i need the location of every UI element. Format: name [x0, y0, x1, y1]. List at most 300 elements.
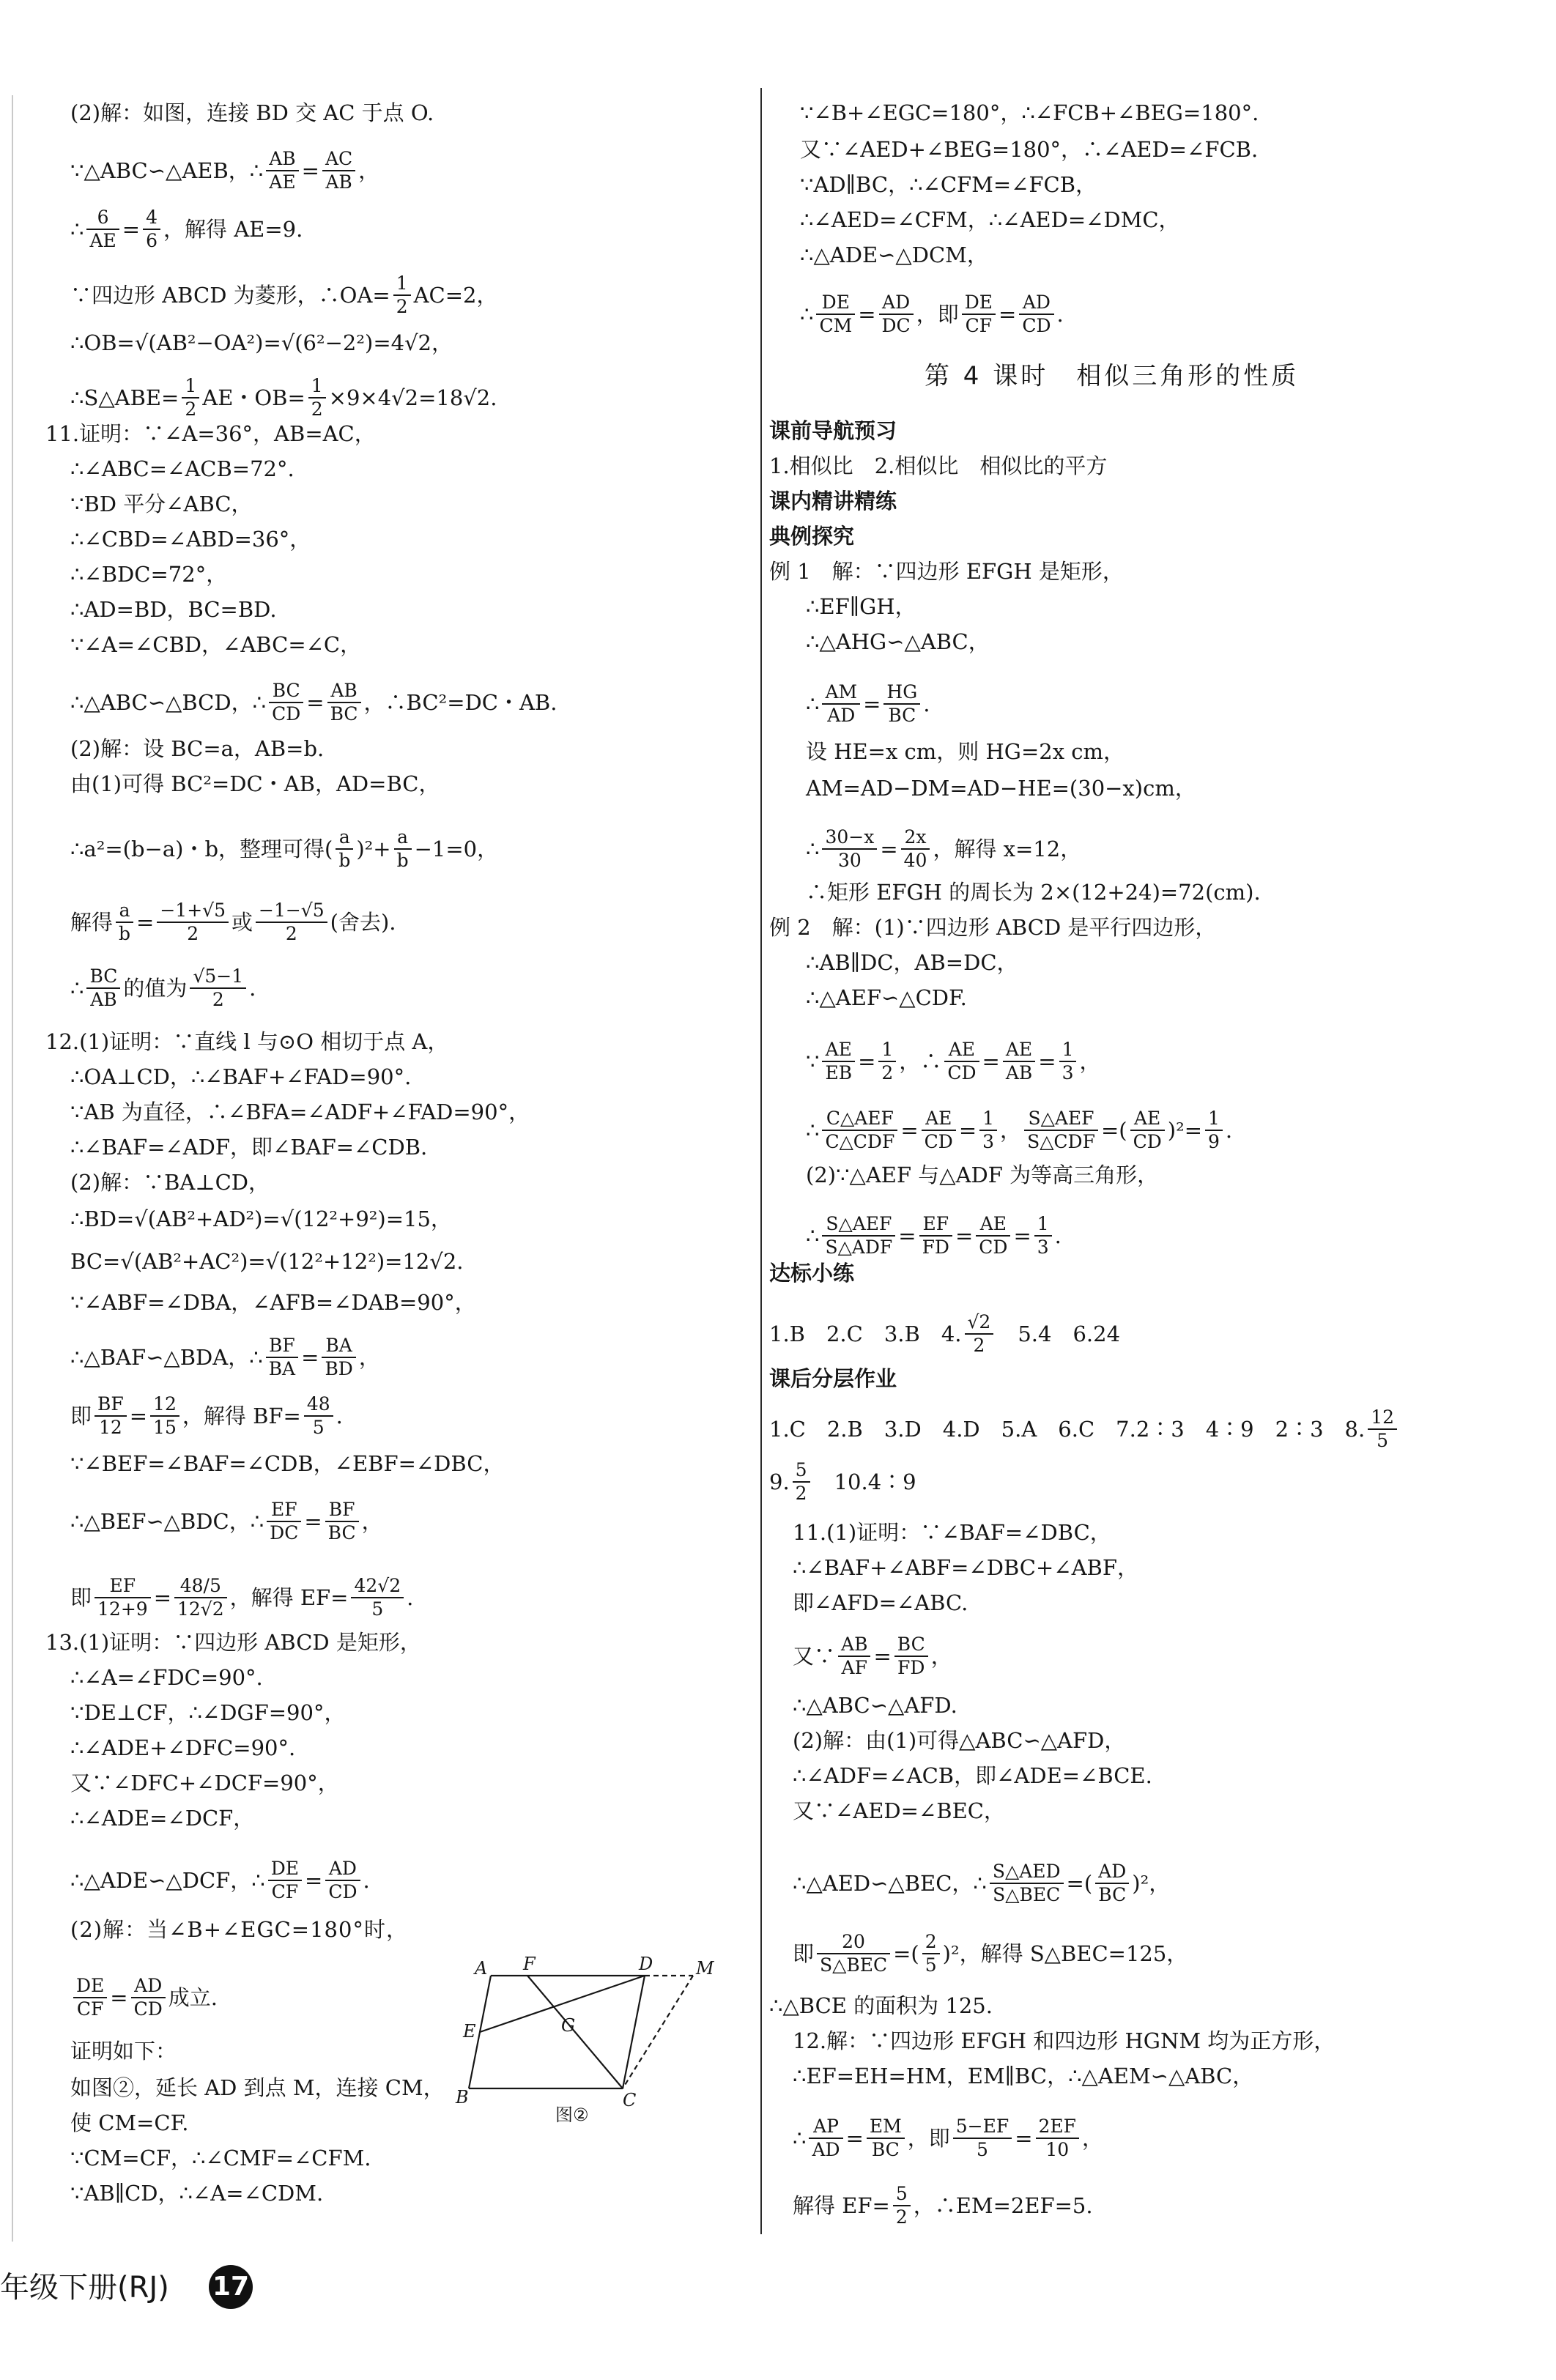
right-line-1: [800, 133, 1258, 164]
line-text: ∴△AED∽△BEC，∴: [793, 1871, 987, 1896]
fraction: [157, 900, 229, 945]
line-text: ∴BD=√(AB²+AD²)=√(12²+9²)=15，: [70, 1206, 452, 1231]
fraction-denominator: 6: [146, 230, 158, 251]
line-text: ∴a²=(b−a)・b，整理可得(: [70, 837, 333, 861]
line-text: 如图②，延长 AD 到点 M，连接 CM，: [70, 2075, 445, 2100]
fraction-numerator: BF: [266, 1335, 298, 1358]
line-text: 1.B 2.C 3.B 4.: [769, 1321, 962, 1346]
fraction-numerator: −1+√5: [157, 900, 229, 923]
fraction-denominator: CF: [965, 315, 993, 336]
line-operator: =: [153, 1585, 171, 1610]
line-text: ∴△BCE 的面积为 125.: [769, 1993, 993, 2018]
fraction-denominator: 3: [1062, 1062, 1074, 1083]
left-line-35: [70, 1732, 295, 1762]
line-operator: )²=: [1167, 1118, 1202, 1143]
right-line-17: [806, 826, 1081, 872]
fraction-numerator: S△AEF: [822, 1213, 895, 1237]
fraction-denominator: 5: [977, 2139, 988, 2160]
fraction-numerator: 12: [150, 1393, 179, 1417]
right-line-28: [769, 1363, 897, 1393]
fraction-denominator: DC: [270, 1522, 299, 1543]
right-line-9: [769, 485, 897, 516]
fraction-numerator: DE: [73, 1975, 107, 1998]
fraction-denominator: 5: [925, 1954, 937, 1976]
fraction: [325, 1499, 359, 1544]
line-tail: 10.4∶9: [812, 1469, 916, 1494]
line-text: 设 HE=x cm，则 HG=2x cm，: [806, 739, 1125, 764]
fraction-denominator: S△ADF: [825, 1237, 893, 1258]
left-line-32: [45, 1626, 421, 1657]
right-line-10: [769, 520, 854, 551]
fraction-denominator: CF: [76, 1998, 104, 2020]
left-line-16: [70, 826, 498, 872]
fraction-numerator: 48: [304, 1393, 333, 1417]
right-line-8: [769, 450, 1107, 481]
fraction-numerator: AE: [1130, 1108, 1165, 1131]
fraction: [883, 681, 920, 727]
fraction: [325, 1858, 360, 1903]
right-line-13: [806, 626, 990, 656]
fraction-numerator: 2EF: [1036, 2116, 1080, 2139]
fraction: [990, 1861, 1064, 1906]
line-text: ∴∠BAF=∠ADF，即∠BAF=∠CDB.: [70, 1135, 428, 1160]
fraction-denominator: b: [396, 850, 409, 871]
right-line-5: [800, 292, 1064, 337]
fraction-denominator: CD: [133, 1998, 163, 2020]
right-line-12: [806, 590, 916, 621]
line-operator: =: [306, 690, 325, 715]
line-tail: (舍去).: [330, 910, 396, 935]
fraction-numerator: a: [116, 900, 133, 923]
line-text: ∴∠BDC=72°，: [70, 562, 228, 587]
fraction-numerator: AE: [922, 1108, 956, 1131]
fraction: [1095, 1861, 1129, 1906]
fraction: [190, 965, 246, 1011]
left-line-23: [70, 1166, 270, 1197]
fraction-denominator: CD: [1133, 1131, 1162, 1152]
line-text: 又∵∠AED=∠BEC，: [793, 1798, 1005, 1823]
right-line-14: [806, 681, 930, 727]
left-line-34: [70, 1697, 345, 1727]
line-operator: =: [999, 302, 1017, 327]
line-text: ∵BD 平分∠ABC，: [70, 492, 253, 516]
fraction-denominator: FD: [922, 1237, 949, 1258]
fraction-numerator: EM: [867, 2116, 905, 2139]
line-text: 11.证明：∵∠A=36°，AB=AC，: [45, 421, 376, 446]
fraction-denominator: AD: [812, 2139, 840, 2160]
left-line-33: [70, 1661, 263, 1692]
line-text: ∴∠AED=∠CFM，∴∠AED=∠DMC，: [800, 207, 1180, 232]
right-line-2: [800, 168, 1097, 199]
line-text: ∵: [806, 1049, 820, 1074]
line-text: 12.(1)证明：∵直线 l 与⊙O 相切于点 A，: [45, 1029, 449, 1054]
line-operator: ，解得 BF=: [182, 1404, 301, 1428]
fraction-denominator: 12+9: [97, 1598, 148, 1620]
fraction: [922, 1108, 956, 1153]
fraction-denominator: S△BEC: [820, 1954, 888, 1976]
right-line-26: [769, 1257, 854, 1288]
fraction: [327, 680, 361, 725]
line-text: 即∠AFD=∠ABC.: [793, 1590, 968, 1615]
fraction-numerator: 1: [878, 1039, 896, 1062]
line-text: 即: [793, 1941, 815, 1966]
line-operator: =(: [893, 1941, 919, 1966]
fraction-numerator: C△AEF: [822, 1108, 897, 1131]
fraction-denominator: 3: [982, 1131, 995, 1152]
line-operator: ，: [1000, 1118, 1022, 1143]
line-text: 由(1)可得 BC²=DC・AB，AD=BC，: [70, 771, 440, 796]
line-operator: =: [1038, 1049, 1056, 1074]
fraction-numerator: AD: [325, 1858, 360, 1881]
left-line-9: [70, 523, 311, 554]
fraction-numerator: AB: [327, 680, 361, 703]
right-line-36: [793, 1724, 1125, 1755]
line-text: ∴OA⊥CD，∴∠BAF+∠FAD=90°.: [70, 1064, 412, 1089]
line-operator: =: [129, 1404, 148, 1428]
fraction: [878, 1039, 896, 1084]
fraction-numerator: AC: [322, 148, 355, 171]
right-line-16: [806, 772, 1196, 803]
fraction-numerator: 4: [143, 207, 160, 230]
fraction-denominator: DC: [881, 315, 911, 336]
line-operator: =: [304, 1509, 322, 1534]
fraction: [322, 1335, 355, 1380]
fraction-denominator: 40: [903, 850, 927, 871]
fraction-numerator: AE: [1003, 1039, 1035, 1062]
fraction: [267, 1499, 301, 1544]
line-text: 使 CM=CF.: [70, 2110, 189, 2135]
line-text: ∴△BEF∽△BDC，∴: [70, 1509, 264, 1534]
fraction-numerator: 1: [1034, 1213, 1052, 1237]
fraction: [822, 1039, 855, 1084]
right-line-39: [793, 1861, 1170, 1906]
fraction-numerator: AE: [944, 1039, 979, 1062]
line-text: (2)∵△AEF 与△ADF 为等高三角形，: [806, 1163, 1159, 1187]
right-line-11: [769, 555, 1124, 586]
right-line-24: [806, 1159, 1158, 1190]
fraction: [1130, 1108, 1165, 1153]
geometry-figure-2: [453, 1945, 731, 2128]
line-text: 例 1 解：∵四边形 EFGH 是矩形，: [769, 559, 1124, 584]
fraction: [1036, 2116, 1080, 2161]
line-operator: =: [900, 1118, 919, 1143]
line-text: ∵AB∥CD，∴∠A=∠CDM.: [70, 2181, 324, 2206]
line-operator: =: [958, 1118, 977, 1143]
right-line-29: [769, 1406, 1400, 1452]
line-text: ∵∠BEF=∠BAF=∠CDB，∠EBF=∠DBC，: [70, 1451, 505, 1476]
fraction-numerator: HG: [883, 681, 920, 705]
left-line-1: [70, 148, 379, 193]
fraction-numerator: 2x: [901, 826, 930, 850]
fraction-numerator: AE: [822, 1039, 855, 1062]
line-text: ∴∠CBD=∠ABD=36°，: [70, 527, 311, 552]
fraction-numerator: BC: [894, 1634, 928, 1657]
right-line-30: [769, 1459, 916, 1505]
line-text: (2)解：由(1)可得△ABC∽△AFD，: [793, 1728, 1126, 1753]
fraction-denominator: BA: [268, 1358, 296, 1379]
right-line-25: [806, 1213, 1062, 1258]
fraction: [867, 2116, 905, 2161]
fraction-numerator: AP: [809, 2116, 842, 2139]
fraction-denominator: 30: [837, 850, 862, 871]
line-text: ∴△ADE∽△DCF，∴: [70, 1868, 265, 1893]
fraction-denominator: 12√2: [177, 1598, 224, 1620]
fraction-numerator: AB: [266, 148, 298, 171]
left-line-19: [45, 1026, 448, 1056]
line-text: ∴: [793, 2126, 807, 2151]
right-line-6: [925, 360, 1299, 391]
fraction: [269, 680, 303, 725]
fig-label-c: C: [623, 2090, 637, 2110]
fraction: [793, 1459, 810, 1505]
line-operator: =: [301, 1345, 319, 1370]
line-text: ∵∠A=∠CBD，∠ABC=∠C，: [70, 632, 362, 657]
right-line-15: [806, 735, 1125, 766]
fraction-denominator: AE: [89, 230, 116, 251]
fraction-denominator: CD: [1022, 315, 1051, 336]
line-text: 课后分层作业: [769, 1366, 897, 1391]
line-text: ∵DE⊥CF，∴∠DGF=90°，: [70, 1700, 346, 1725]
fraction: [822, 1213, 895, 1258]
fraction: [922, 1931, 940, 1976]
line-operator: ，即: [907, 2126, 950, 2151]
fraction: [266, 148, 298, 193]
left-line-17: [70, 900, 396, 945]
fig-label-b: B: [456, 2087, 469, 2107]
line-operator: =: [982, 1049, 1000, 1074]
line-text: ∴EF=EH=HM，EM∥BC，∴△AEM∽△ABC，: [793, 2064, 1254, 2088]
fraction-numerator: 1: [182, 375, 199, 398]
fraction-numerator: 1: [1205, 1108, 1223, 1131]
fraction-denominator: S△BEC: [993, 1884, 1061, 1905]
fraction-numerator: BF: [95, 1393, 127, 1417]
fraction: [979, 1108, 997, 1153]
fraction: [879, 292, 914, 337]
fraction-numerator: DE: [962, 292, 996, 315]
fraction-denominator: CF: [271, 1881, 299, 1902]
fraction-numerator: AD: [879, 292, 914, 315]
line-text: ∴OB=√(AB²−OA²)=√(6²−2²)=4√2，: [70, 330, 453, 355]
line-tail: ，解得 AE=9.: [163, 217, 303, 242]
line-text: ∴AB∥DC，AB=DC，: [806, 950, 1018, 975]
fraction-numerator: 2: [922, 1931, 940, 1954]
left-line-18: [70, 965, 256, 1011]
fraction-numerator: AD: [1095, 1861, 1129, 1884]
left-line-28: [70, 1393, 343, 1439]
fraction-numerator: BC: [269, 680, 303, 703]
line-text: ∴△AEF∽△CDF.: [806, 985, 967, 1010]
left-line-22: [70, 1131, 427, 1162]
line-text: 第 4 课时 相似三角形的性质: [925, 361, 1300, 391]
line-tail: .: [336, 1404, 343, 1428]
fraction-numerator: 1: [308, 375, 326, 398]
fraction: [95, 1575, 151, 1620]
fraction-denominator: AD: [827, 705, 856, 726]
fraction-numerator: 12: [1368, 1406, 1397, 1430]
fraction-numerator: 1: [393, 273, 411, 296]
fraction-numerator: S△AED: [990, 1861, 1064, 1884]
line-tail: ，: [1079, 1049, 1101, 1074]
fraction: [131, 1975, 166, 2020]
fraction: [73, 1975, 107, 2020]
fraction-denominator: 5: [312, 1417, 325, 1438]
line-tail: .: [249, 976, 256, 1001]
line-tail: ，解得 x=12，: [933, 837, 1082, 861]
fraction-denominator: 2: [795, 1483, 807, 1504]
line-operator: ，∴: [899, 1049, 942, 1074]
fraction: [393, 273, 411, 318]
line-operator: =: [873, 1644, 892, 1669]
fraction-denominator: AE: [269, 171, 296, 193]
fraction-numerator: BA: [322, 1335, 355, 1358]
fraction: [351, 1575, 404, 1620]
left-line-2: [70, 207, 303, 252]
fraction-numerator: S△AEF: [1024, 1108, 1098, 1131]
fraction-denominator: 2: [973, 1335, 985, 1356]
fraction-numerator: AM: [822, 681, 860, 705]
line-text: ∴: [806, 692, 820, 716]
fraction-denominator: 10: [1045, 2139, 1070, 2160]
line-tail: .: [1054, 1223, 1062, 1248]
line-tail: )²，: [1132, 1871, 1171, 1896]
fraction-numerator: EF: [267, 1499, 301, 1522]
fraction-denominator: 2: [187, 923, 199, 944]
line-tail: AC=2，: [413, 283, 498, 308]
line-operator: 的值为: [123, 976, 188, 1001]
fraction-denominator: b: [119, 923, 131, 944]
fig-label-m: M: [696, 1958, 714, 1979]
line-text: 典例探究: [769, 524, 855, 549]
line-text: AM=AD−DM=AD−HE=(30−x)cm，: [806, 776, 1196, 801]
right-line-41: [769, 1990, 993, 2020]
right-line-35: [793, 1689, 957, 1720]
line-text: (2)解：如图，连接 BD 交 AC 于点 O.: [70, 100, 434, 125]
fraction-numerator: 48/5: [174, 1575, 227, 1598]
left-line-29: [70, 1447, 504, 1478]
fig-label-d: D: [639, 1954, 653, 1974]
fraction-denominator: BC: [871, 2139, 900, 2160]
line-text: ∴∠ABC=∠ACB=72°.: [70, 456, 294, 481]
right-line-38: [793, 1795, 1005, 1825]
right-line-7: [769, 415, 897, 445]
left-line-36: [70, 1767, 339, 1798]
line-operator: 或: [231, 910, 253, 935]
fraction: [838, 1634, 870, 1679]
fraction: [268, 1858, 302, 1903]
fraction: [1003, 1039, 1035, 1084]
fraction-numerator: 20: [817, 1931, 890, 1954]
line-text: ∵CM=CF，∴∠CMF=∠CFM.: [70, 2146, 371, 2170]
left-line-13: [70, 680, 557, 725]
right-line-19: [769, 911, 1216, 942]
fraction: [1059, 1039, 1077, 1084]
fraction: [822, 1108, 897, 1153]
line-text: ∴△ABC∽△AFD.: [793, 1693, 957, 1718]
fraction-denominator: 2: [185, 398, 197, 420]
line-tail: .: [363, 1868, 370, 1893]
fraction-denominator: AB: [90, 989, 117, 1010]
fraction-denominator: C△CDF: [825, 1131, 895, 1152]
line-text: ∴△ABC∽△BCD，∴: [70, 690, 267, 715]
line-text: 11.(1)证明：∵∠BAF=∠DBC，: [793, 1520, 1111, 1545]
line-text: ∴△ADE∽△DCM，: [800, 242, 988, 267]
fraction-denominator: 5: [371, 1598, 384, 1620]
left-line-40: [70, 1975, 218, 2020]
line-text: ∴∠BAF+∠ABF=∠DBC+∠ABF，: [793, 1555, 1138, 1580]
line-text: 解得 EF=: [793, 2193, 890, 2218]
fraction: [817, 1931, 890, 1976]
fraction-denominator: 9: [1208, 1131, 1220, 1152]
line-text: BC=√(AB²+AC²)=√(12²+12²)=12√2.: [70, 1249, 464, 1274]
line-operator: =: [845, 2126, 864, 2151]
line-tail: .: [1056, 302, 1064, 327]
line-operator: =: [1013, 1223, 1031, 1248]
fraction-numerator: EF: [95, 1575, 151, 1598]
fig-label-f: F: [523, 1954, 536, 1974]
fraction-numerator: AD: [131, 1975, 166, 1998]
line-text: ∴AD=BD，BC=BD.: [70, 597, 277, 622]
fraction-numerator: √5−1: [190, 965, 246, 989]
fraction-numerator: DE: [268, 1858, 302, 1881]
line-operator: =: [898, 1223, 916, 1248]
line-text: 又∵∠DFC+∠DCF=90°，: [70, 1771, 339, 1795]
fraction-denominator: FD: [897, 1657, 925, 1678]
right-line-43: [793, 2060, 1253, 2091]
fraction-numerator: 30−x: [822, 826, 877, 850]
right-line-18: [806, 876, 1261, 907]
left-line-26: [70, 1286, 476, 1317]
line-text: ∴: [800, 302, 814, 327]
fraction: [944, 1039, 979, 1084]
fraction: [965, 1311, 994, 1357]
left-line-12: [70, 629, 361, 659]
fraction: [150, 1393, 179, 1439]
line-tail: ，: [930, 1644, 952, 1669]
line-tail: −1=0，: [414, 837, 499, 861]
right-line-37: [793, 1760, 1152, 1790]
fraction-numerator: 42√2: [351, 1575, 404, 1598]
fraction: [976, 1213, 1010, 1258]
line-tail: ，: [361, 1509, 383, 1534]
fraction-denominator: BC: [327, 1522, 356, 1543]
fig-caption: 图②: [555, 2105, 589, 2125]
line-text: 1.C 2.B 3.D 4.D 5.A 6.C 7.2∶3 4∶9 2∶3 8.: [769, 1417, 1366, 1442]
fraction-numerator: 1: [1059, 1039, 1077, 1062]
line-text: 证明如下：: [70, 2039, 177, 2064]
fraction: [822, 681, 860, 727]
fraction-denominator: CD: [947, 1062, 977, 1083]
fraction-denominator: AB: [1005, 1062, 1033, 1083]
line-operator: =: [863, 692, 881, 716]
line-text: ∴△BAF∽△BDA，∴: [70, 1345, 263, 1370]
left-line-5: [70, 375, 497, 420]
fraction: [1034, 1213, 1052, 1258]
fig-label-e: E: [463, 2021, 476, 2042]
line-text: ∴∠ADF=∠ACB，即∠ADE=∠BCE.: [793, 1763, 1152, 1788]
right-line-23: [806, 1108, 1232, 1153]
line-operator: =: [136, 910, 155, 935]
fraction: [308, 375, 326, 420]
page-number-badge: 17: [209, 2265, 253, 2309]
line-tail: ，∴BC²=DC・AB.: [363, 690, 557, 715]
line-text: (2)解：当∠B+∠EGC=180°时，: [70, 1917, 408, 1942]
line-text: 又∵: [793, 1644, 836, 1669]
left-line-8: [70, 488, 253, 519]
line-operator: =: [1015, 2126, 1033, 2151]
fraction-denominator: 2: [396, 296, 408, 317]
left-line-41: [70, 2035, 177, 2066]
line-text: 课前导航预习: [769, 418, 897, 443]
